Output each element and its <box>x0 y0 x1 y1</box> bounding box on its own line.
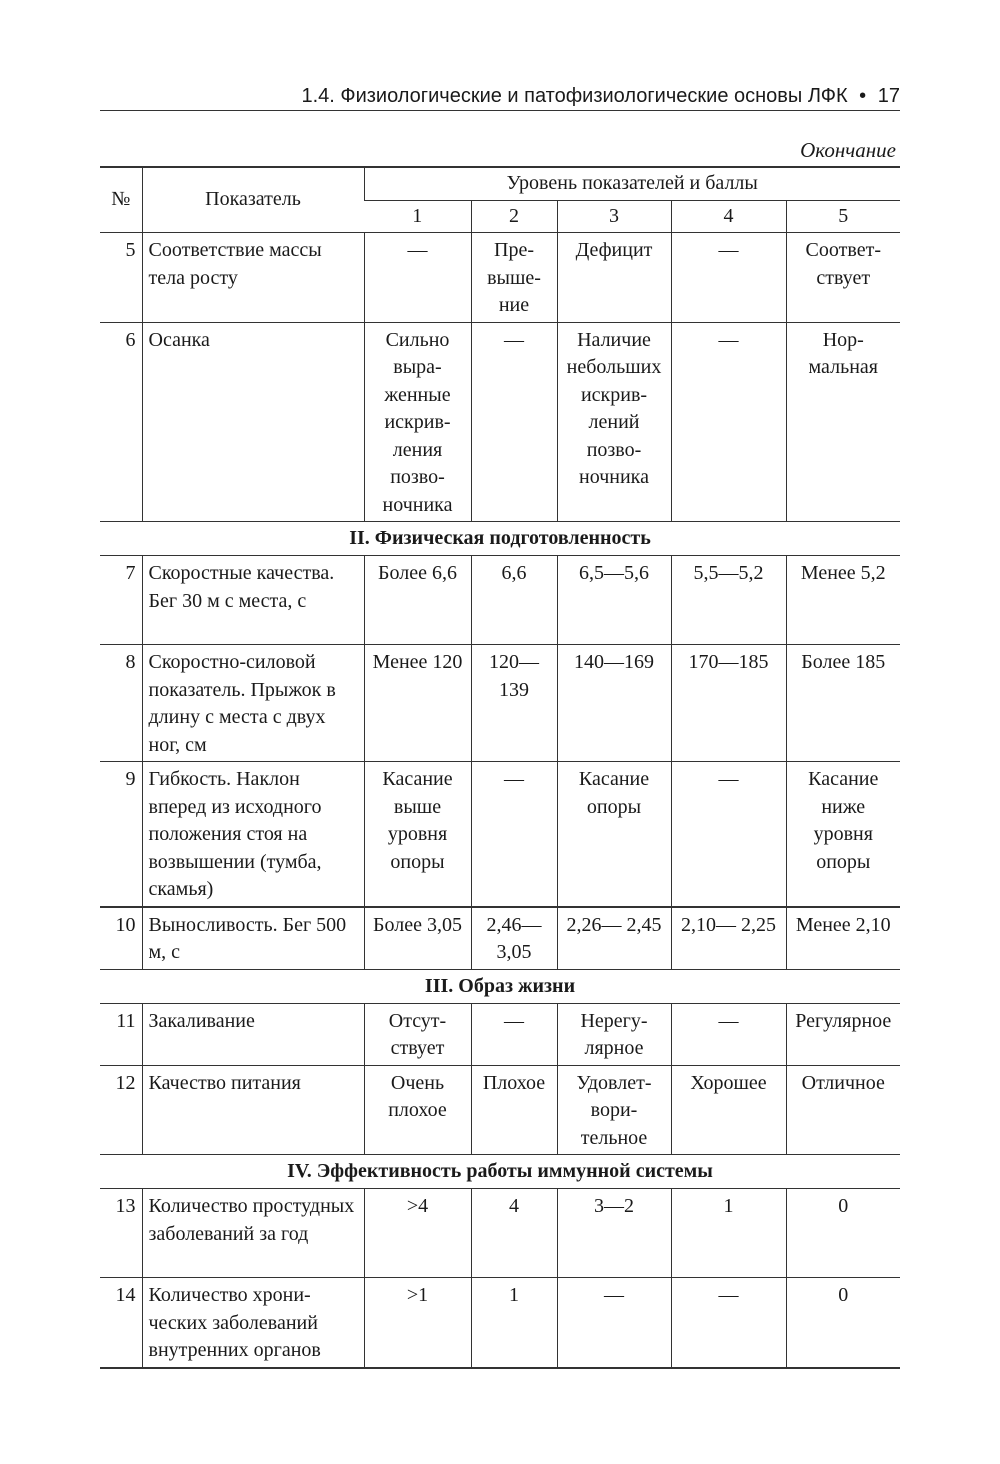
row-number: 6 <box>100 322 142 522</box>
row-number: 11 <box>100 1003 142 1065</box>
level-cell: — <box>671 1003 786 1065</box>
indicator-name: Скоростно-силовой показатель. Прыжок в длину с места с двух ног, см <box>142 645 364 762</box>
row-number: 12 <box>100 1065 142 1155</box>
level-cell: Превышение <box>471 233 557 323</box>
header-num: № <box>100 167 142 233</box>
page-number: 17 <box>877 85 900 107</box>
indicator-name: Закаливание <box>142 1003 364 1065</box>
level-cell: Хорошее <box>671 1065 786 1155</box>
level-cell: 2,26— 2,45 <box>557 907 671 970</box>
table-header <box>100 167 900 233</box>
table-row <box>100 762 900 907</box>
section-row <box>100 522 900 556</box>
indicator-name: Соответствие массы тела росту <box>142 233 364 323</box>
table-body <box>100 233 900 1368</box>
level-cell: 2,10— 2,25 <box>671 907 786 970</box>
level-cell: Нормальная <box>786 322 900 522</box>
level-cell: — <box>671 322 786 522</box>
table-row <box>100 556 900 645</box>
indicator-name: Количество хронических заболеваний внутренних органов <box>142 1278 364 1368</box>
indicator-name: Количество простудных заболеваний за год <box>142 1189 364 1278</box>
row-number: 9 <box>100 762 142 907</box>
row-number: 13 <box>100 1189 142 1278</box>
indicator-name: Осанка <box>142 322 364 522</box>
running-title: 1.4. Физиологические и патофизиологические основы ЛФК <box>301 85 848 107</box>
level-cell: — <box>471 322 557 522</box>
level-cell: Менее 120 <box>364 645 471 762</box>
level-cell: — <box>671 762 786 907</box>
level-cell: Менее 2,10 <box>786 907 900 970</box>
level-cell: — <box>671 233 786 323</box>
level-cell: Более 3,05 <box>364 907 471 970</box>
table-row <box>100 645 900 762</box>
level-cell: Более 6,6 <box>364 556 471 645</box>
header-level: 3 <box>557 200 671 233</box>
level-cell: 1 <box>471 1278 557 1368</box>
level-cell: Сильно выраженные искривления позвоночника <box>364 322 471 522</box>
row-number: 8 <box>100 645 142 762</box>
indicator-name: Гибкость. Наклон вперед из исходного положения стоя на возвышении (тумба, скамья) <box>142 762 364 907</box>
row-number: 7 <box>100 556 142 645</box>
row-number: 14 <box>100 1278 142 1368</box>
header-indicator: Показатель <box>142 167 364 233</box>
indicators-table <box>100 166 900 1369</box>
level-cell: Менее 5,2 <box>786 556 900 645</box>
indicator-name: Качество питания <box>142 1065 364 1155</box>
header-level: 2 <box>471 200 557 233</box>
level-cell: 2,46— 3,05 <box>471 907 557 970</box>
level-cell: 1 <box>671 1189 786 1278</box>
table-row <box>100 1278 900 1368</box>
level-cell: 6,5—5,6 <box>557 556 671 645</box>
level-cell: — <box>557 1278 671 1368</box>
level-cell: 140—169 <box>557 645 671 762</box>
level-cell: 6,6 <box>471 556 557 645</box>
level-cell: Дефицит <box>557 233 671 323</box>
table-row <box>100 907 900 970</box>
level-cell: Наличие небольших искривлений позвоночника <box>557 322 671 522</box>
section-title: II. Физическая подготовленность <box>100 522 900 556</box>
level-cell: Более 185 <box>786 645 900 762</box>
level-cell: Нерегулярное <box>557 1003 671 1065</box>
level-cell: 5,5—5,2 <box>671 556 786 645</box>
header-level: 4 <box>671 200 786 233</box>
indicator-name: Выносливость. Бег 500 м, с <box>142 907 364 970</box>
level-cell: Плохое <box>471 1065 557 1155</box>
level-cell: Отличное <box>786 1065 900 1155</box>
level-cell: — <box>364 233 471 323</box>
indicator-name: Скоростные качества. Бег 30 м с места, с <box>142 556 364 645</box>
section-title: IV. Эффективность работы иммунной системы <box>100 1155 900 1189</box>
level-cell: Удовлетворительное <box>557 1065 671 1155</box>
level-cell: — <box>471 762 557 907</box>
header-level: 5 <box>786 200 900 233</box>
level-cell: — <box>671 1278 786 1368</box>
level-cell: Касание выше уровня опоры <box>364 762 471 907</box>
level-cell: 170—185 <box>671 645 786 762</box>
level-cell: >1 <box>364 1278 471 1368</box>
bullet-separator: • <box>859 85 867 107</box>
level-cell: >4 <box>364 1189 471 1278</box>
table-row <box>100 1189 900 1278</box>
level-cell: Касание ниже уровня опоры <box>786 762 900 907</box>
level-cell: 0 <box>786 1189 900 1278</box>
section-title: III. Образ жизни <box>100 969 900 1003</box>
level-cell: 3—2 <box>557 1189 671 1278</box>
table-row <box>100 1065 900 1155</box>
level-cell: Отсутствует <box>364 1003 471 1065</box>
level-cell: — <box>471 1003 557 1065</box>
level-cell: Очень плохое <box>364 1065 471 1155</box>
level-cell: 4 <box>471 1189 557 1278</box>
continued-label: Окончание <box>800 138 896 162</box>
table-row <box>100 233 900 323</box>
level-cell: Соответствует <box>786 233 900 323</box>
row-number: 10 <box>100 907 142 970</box>
row-number: 5 <box>100 233 142 323</box>
section-row <box>100 969 900 1003</box>
level-cell: Регулярное <box>786 1003 900 1065</box>
header-levels-title: Уровень показателей и баллы <box>364 167 900 200</box>
table-row <box>100 322 900 522</box>
level-cell: 0 <box>786 1278 900 1368</box>
header-level: 1 <box>364 200 471 233</box>
level-cell: Касание опоры <box>557 762 671 907</box>
level-cell: 120— 139 <box>471 645 557 762</box>
running-head <box>100 82 900 111</box>
table-row <box>100 1003 900 1065</box>
section-row <box>100 1155 900 1189</box>
